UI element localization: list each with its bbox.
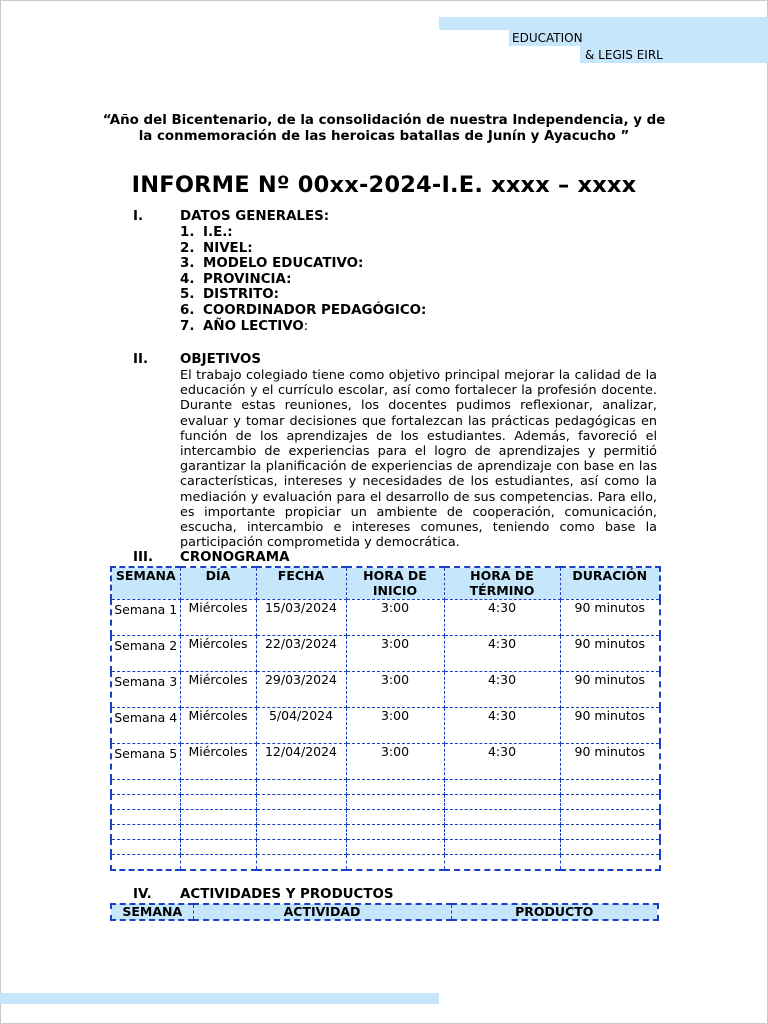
- activities-table: [110, 903, 659, 921]
- table-cell: Miércoles: [180, 600, 256, 636]
- footer-bar: [0, 993, 439, 1004]
- table-row: [111, 672, 660, 708]
- report-title: INFORME Nº 00xx-2024-I.E. xxxx – xxxx: [131, 172, 637, 198]
- table-cell: 29/03/2024: [256, 672, 346, 708]
- column-header: FECHA: [256, 567, 346, 600]
- objectives-paragraph: El trabajo colegiado tiene como objetivo principal mejorar la calidad de la educación y el currículo escolar, así como fortalecer la profesión docente. Durante estas reuniones, los docentes pudimos reflexionar, analizar, evaluar y tomar decisiones que fortalezcan las prácticas pedagógicas en función de los aprendizajes de los estudiantes. Además, favoreció el intercambio de experiencias para el logro de aprendizajes y permitió garantizar la planificación de experiencias de aprendizaje con base en las características, intereses y necesidades de los estudiantes, así como la mediación y evaluación para el desarrollo de sus competencias. Para ello, es importante propiciar un ambiente de cooperación, comunicación, escucha, intercambio e intereses comunes, teniendo como base la participación comprometida y democrática.: [180, 368, 657, 551]
- section-4-number: IV.: [133, 887, 152, 902]
- table-cell: 3:00: [346, 636, 444, 672]
- table-cell: Semana 2: [111, 636, 180, 672]
- table-header-row: [111, 904, 658, 920]
- table-cell: Semana 3: [111, 672, 180, 708]
- section-4-title: ACTIVIDADES Y PRODUCTOS: [180, 887, 394, 902]
- schedule-table: [110, 566, 661, 871]
- section-1-number: I.: [133, 209, 144, 224]
- table-cell: Miércoles: [180, 636, 256, 672]
- column-header: DURACIÓN: [560, 567, 660, 600]
- list-item: 6. COORDINADOR PEDAGÓGICO:: [180, 302, 427, 318]
- list-item: 4. PROVINCIA:: [180, 271, 292, 287]
- column-header: HORA DE INICIO: [346, 567, 444, 600]
- section-1-title: DATOS GENERALES:: [180, 209, 330, 224]
- section-2-number: II.: [133, 352, 149, 367]
- table-cell: 4:30: [444, 636, 560, 672]
- header-company-line2: & LEGIS EIRL: [585, 48, 663, 62]
- table-header-row: [111, 567, 660, 600]
- table-cell: Semana 5: [111, 744, 180, 780]
- table-row: [111, 600, 660, 636]
- table-cell: 90 minutos: [560, 600, 660, 636]
- table-cell: Semana 4: [111, 708, 180, 744]
- table-cell: Semana 1: [111, 600, 180, 636]
- list-item: 1. I.E.:: [180, 225, 233, 240]
- table-cell: 3:00: [346, 600, 444, 636]
- table-row: [111, 708, 660, 744]
- table-cell: 4:30: [444, 708, 560, 744]
- header-bar-top: [439, 17, 768, 30]
- list-item: 2. NIVEL:: [180, 240, 253, 256]
- table-cell: 90 minutos: [560, 744, 660, 780]
- section-3-number: III.: [133, 550, 154, 565]
- table-cell: 15/03/2024: [256, 600, 346, 636]
- year-motto: “Año del Bicentenario, de la consolidación de nuestra Independencia, y de la conmemoración de las heroicas batallas de Junín y Ayacucho ”: [102, 113, 666, 144]
- column-header: SEMANA: [111, 567, 180, 600]
- column-header: DÍA: [180, 567, 256, 600]
- empty-table-row: [111, 810, 660, 825]
- column-header: PRODUCTO: [451, 904, 658, 920]
- table-cell: 4:30: [444, 600, 560, 636]
- general-data-list: [180, 225, 426, 334]
- table-cell: 3:00: [346, 708, 444, 744]
- table-cell: 90 minutos: [560, 708, 660, 744]
- empty-table-row: [111, 840, 660, 855]
- table-cell: Miércoles: [180, 672, 256, 708]
- table-cell: 4:30: [444, 744, 560, 780]
- table-cell: 22/03/2024: [256, 636, 346, 672]
- column-header: SEMANA: [111, 904, 193, 920]
- empty-table-row: [111, 825, 660, 840]
- table-cell: Miércoles: [180, 744, 256, 780]
- list-item: 5. DISTRITO:: [180, 287, 280, 303]
- table-cell: Miércoles: [180, 708, 256, 744]
- table-cell: 90 minutos: [560, 672, 660, 708]
- section-2-title: OBJETIVOS: [180, 352, 261, 367]
- table-row: [111, 636, 660, 672]
- table-cell: 3:00: [346, 744, 444, 780]
- empty-table-row: [111, 795, 660, 810]
- header-company-line1: EDUCATION: [512, 31, 583, 45]
- list-item: 3. MODELO EDUCATIVO:: [180, 256, 364, 272]
- table-cell: 5/04/2024: [256, 708, 346, 744]
- list-item: 7. AÑO LECTIVO:: [180, 318, 309, 334]
- table-cell: 4:30: [444, 672, 560, 708]
- column-header: ACTIVIDAD: [193, 904, 451, 920]
- table-row: [111, 744, 660, 780]
- empty-table-row: [111, 780, 660, 795]
- empty-table-row: [111, 855, 660, 871]
- table-cell: 3:00: [346, 672, 444, 708]
- column-header: HORA DE TÉRMINO: [444, 567, 560, 600]
- table-cell: 12/04/2024: [256, 744, 346, 780]
- table-cell: 90 minutos: [560, 636, 660, 672]
- section-3-title: CRONOGRAMA: [180, 550, 290, 565]
